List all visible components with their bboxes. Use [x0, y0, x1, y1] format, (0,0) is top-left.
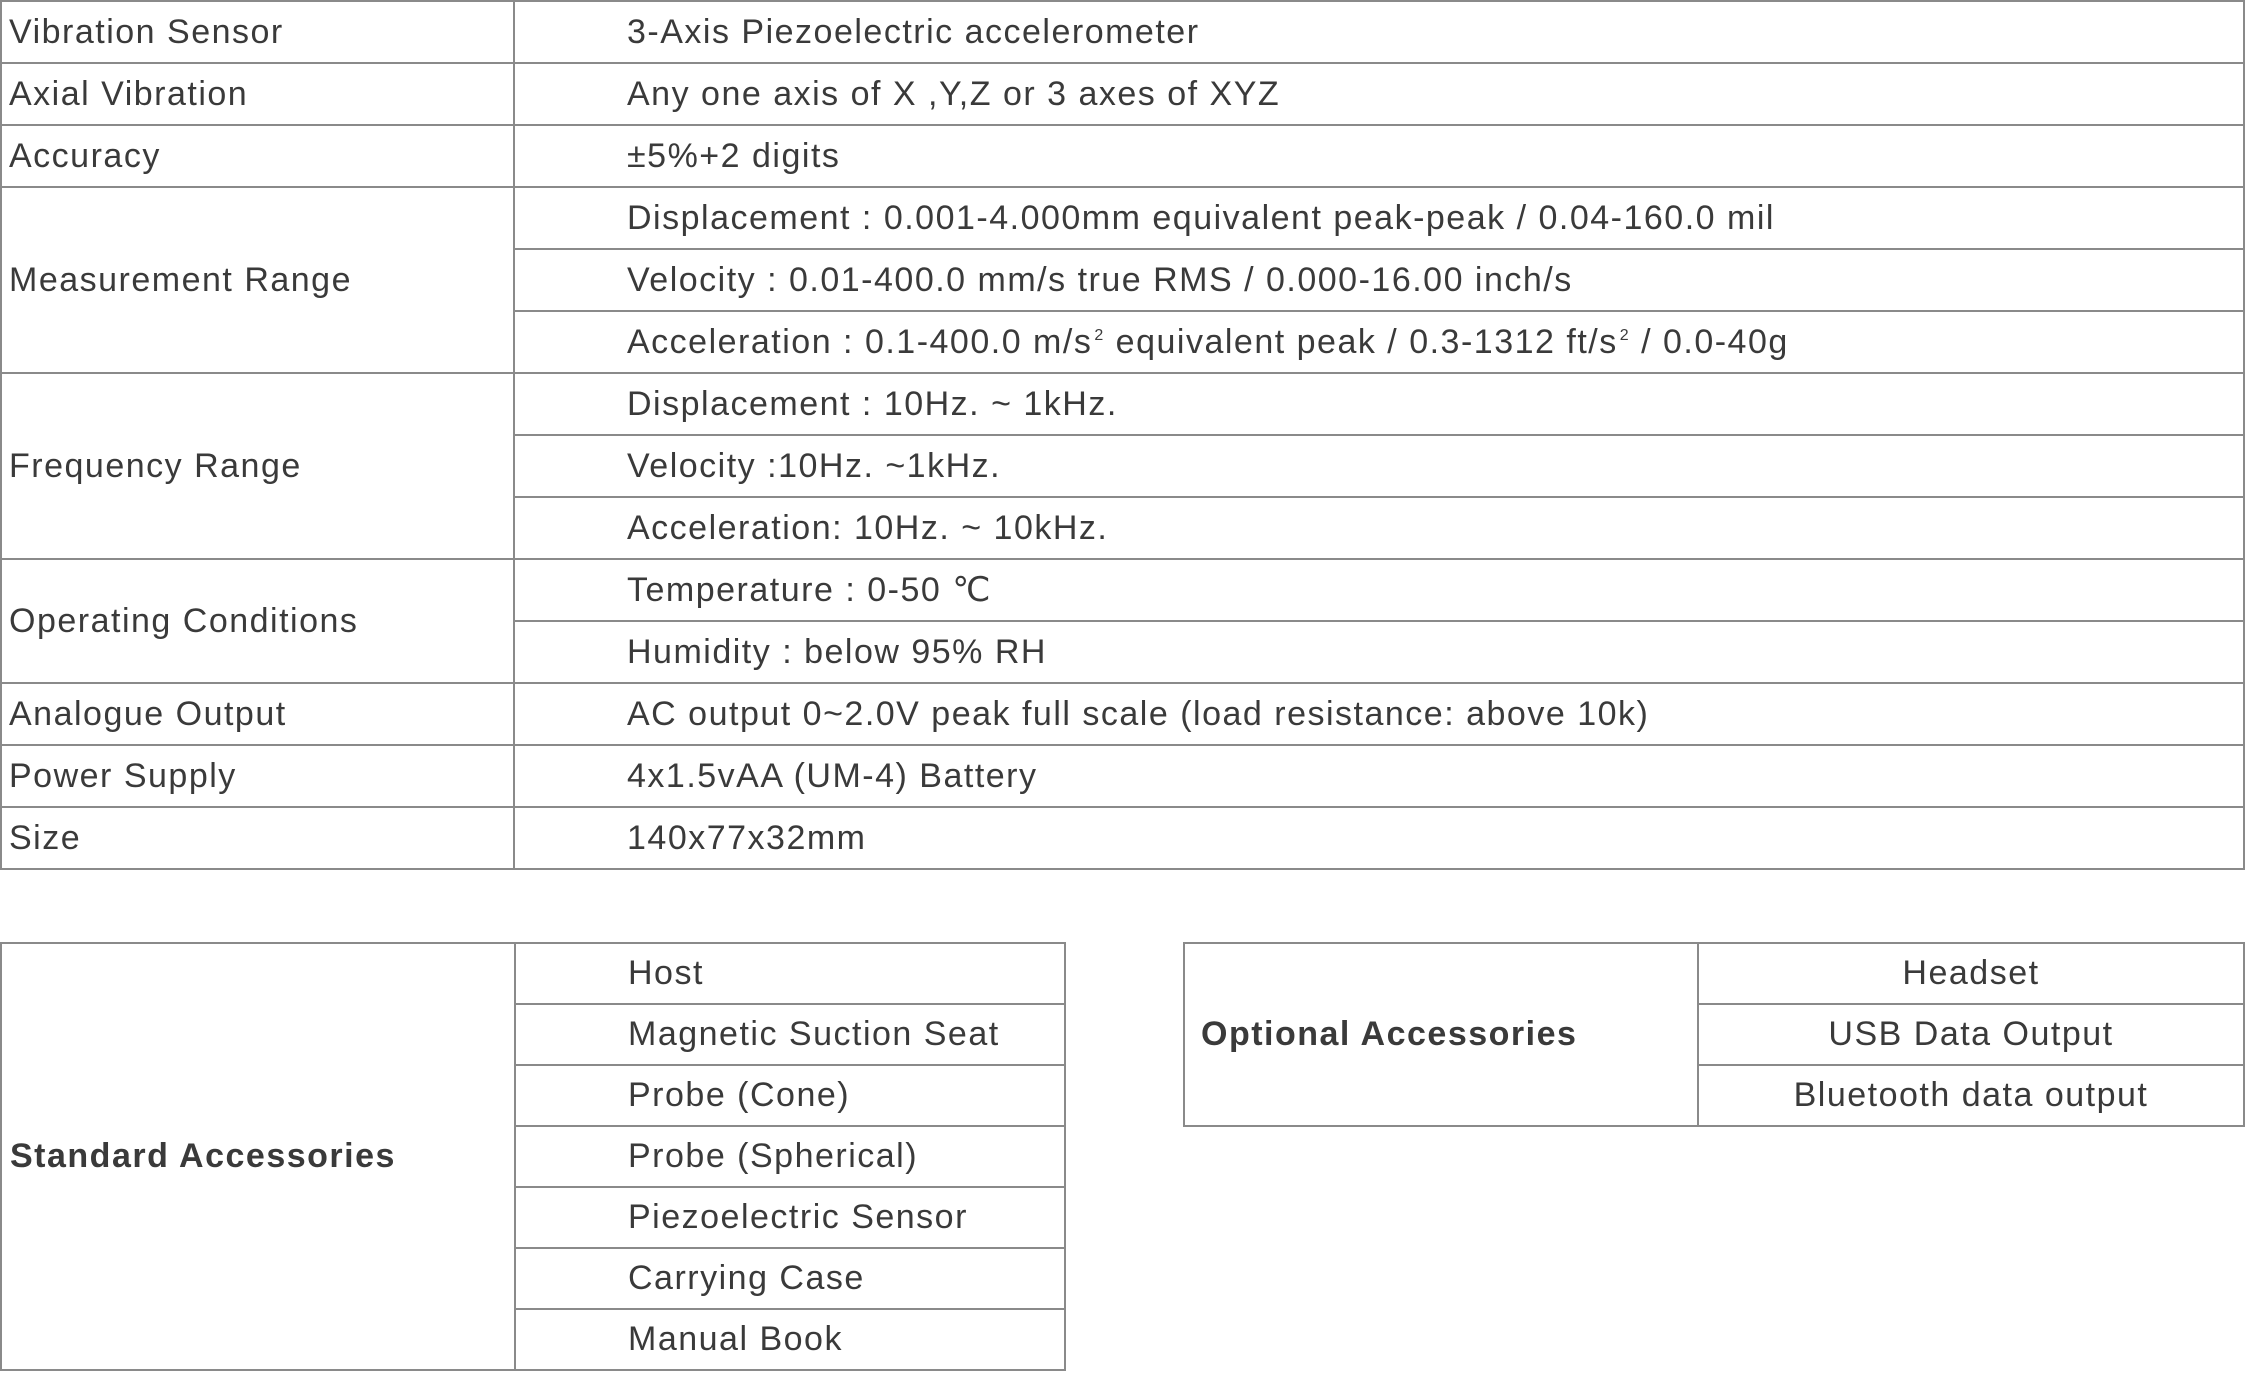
accessory-item: USB Data Output: [1698, 1004, 2244, 1065]
spec-value: Velocity : 0.01-400.0 mm/s true RMS / 0.000-16.00 inch/s: [514, 249, 2244, 311]
standard-accessories-table: [0, 942, 1066, 1371]
accessory-item: Probe (Spherical): [515, 1126, 1065, 1187]
spec-value: 3-Axis Piezoelectric accelerometer: [514, 1, 2244, 63]
spec-row-accuracy: [1, 125, 2244, 187]
spec-value: Temperature : 0-50 ℃: [514, 559, 2244, 621]
accessory-item: Probe (Cone): [515, 1065, 1065, 1126]
acceleration-text-2: equivalent peak / 0.3-1312 ft/s: [1104, 322, 1618, 361]
spec-value: Velocity :10Hz. ~1kHz.: [514, 435, 2244, 497]
optional-accessories-heading: Optional Accessories: [1184, 943, 1698, 1126]
spec-row-axial-vibration: [1, 63, 2244, 125]
spec-label: Analogue Output: [1, 683, 514, 745]
acceleration-text-3: / 0.0-40g: [1630, 322, 1789, 361]
optional-accessories-table: [1183, 942, 2245, 1127]
spec-label: Power Supply: [1, 745, 514, 807]
accessory-item: Carrying Case: [515, 1248, 1065, 1309]
table-row: [1, 943, 1065, 1004]
spec-value: 140x77x32mm: [514, 807, 2244, 869]
spec-value: AC output 0~2.0V peak full scale (load resistance: above 10k): [514, 683, 2244, 745]
spec-row-frequency-range: [1, 373, 2244, 435]
spec-row-operating-conditions: [1, 559, 2244, 621]
standard-accessories-heading: Standard Accessories: [1, 943, 515, 1370]
spec-row-measurement-range: [1, 187, 2244, 249]
spec-value: ±5%+2 digits: [514, 125, 2244, 187]
spec-label: Operating Conditions: [1, 559, 514, 683]
spec-row-power-supply: [1, 745, 2244, 807]
spec-label: Axial Vibration: [1, 63, 514, 125]
accessory-item: Bluetooth data output: [1698, 1065, 2244, 1126]
spec-label: Vibration Sensor: [1, 1, 514, 63]
accessory-item: Magnetic Suction Seat: [515, 1004, 1065, 1065]
spec-value: Humidity : below 95% RH: [514, 621, 2244, 683]
spec-label: Accuracy: [1, 125, 514, 187]
accessory-item: Headset: [1698, 943, 2244, 1004]
spec-label: Frequency Range: [1, 373, 514, 559]
accessory-item: Host: [515, 943, 1065, 1004]
spec-value: 4x1.5vAA (UM-4) Battery: [514, 745, 2244, 807]
spec-value: Acceleration: 10Hz. ~ 10kHz.: [514, 497, 2244, 559]
spec-row-analogue-output: [1, 683, 2244, 745]
spec-value: Displacement : 0.001-4.000mm equivalent peak-peak / 0.04-160.0 mil: [514, 187, 2244, 249]
superscript-2: 2: [1619, 326, 1631, 344]
accessory-item: Piezoelectric Sensor: [515, 1187, 1065, 1248]
spec-value: Any one axis of X ,Y,Z or 3 axes of XYZ: [514, 63, 2244, 125]
acceleration-text-1: Acceleration : 0.1-400.0 m/s: [627, 322, 1093, 361]
spec-row-size: [1, 807, 2244, 869]
spec-row-vibration-sensor: [1, 1, 2244, 63]
spec-value: Displacement : 10Hz. ~ 1kHz.: [514, 373, 2244, 435]
table-row: [1184, 943, 2244, 1004]
superscript-2: 2: [1094, 326, 1105, 344]
spec-value: [514, 311, 2244, 373]
spec-label: Measurement Range: [1, 187, 514, 373]
accessory-item: Manual Book: [515, 1309, 1065, 1370]
spec-label: Size: [1, 807, 514, 869]
